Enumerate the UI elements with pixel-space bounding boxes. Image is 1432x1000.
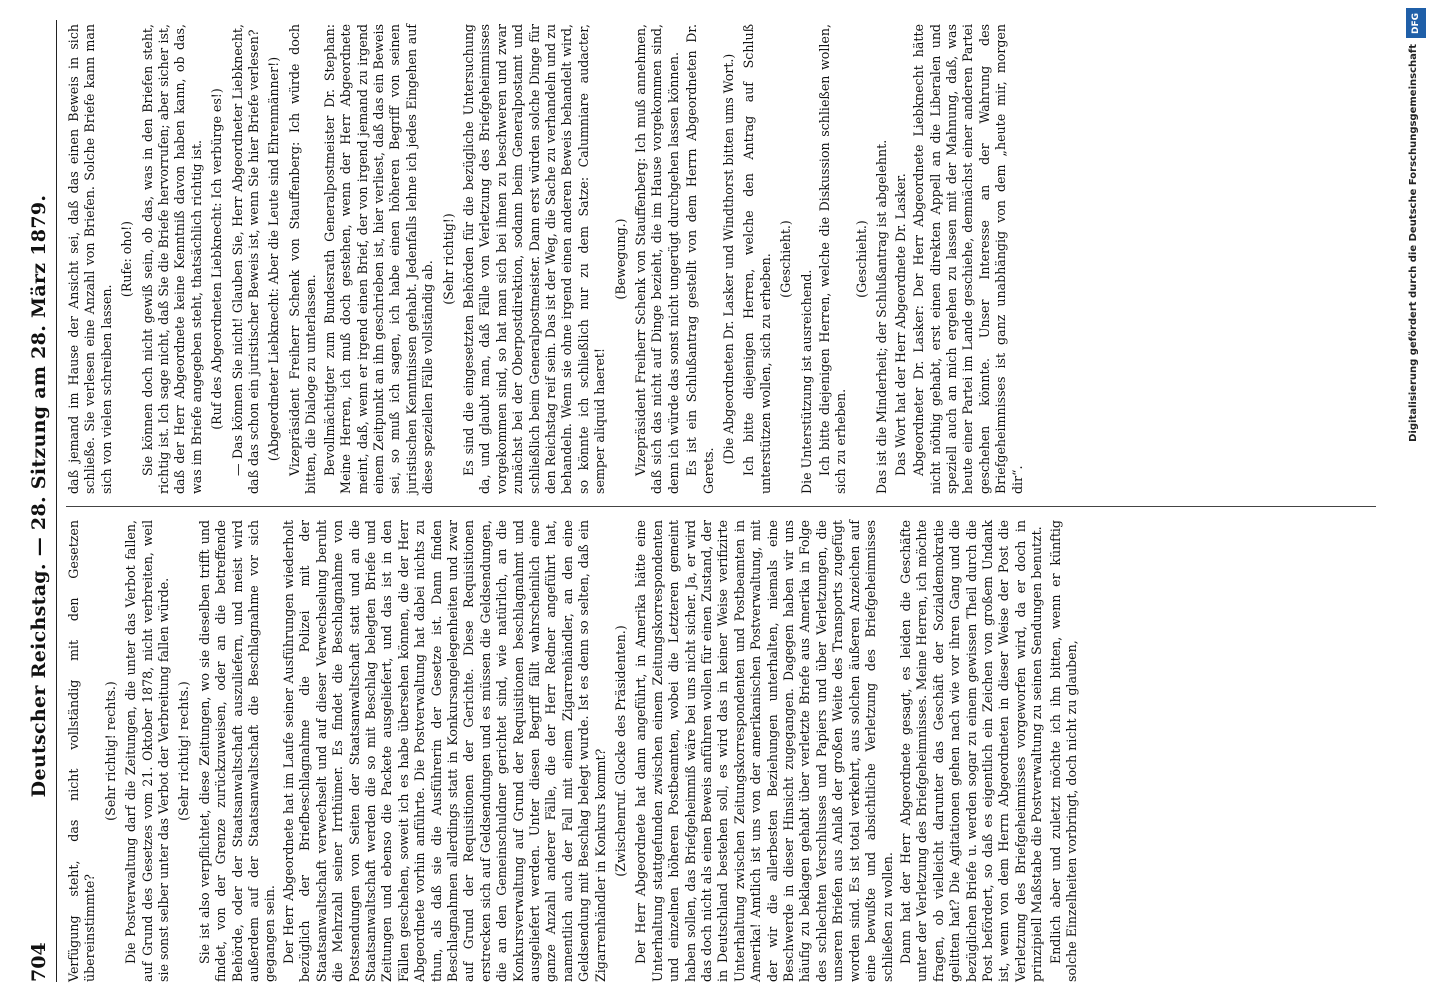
stage-direction: (Sehr richtig! rechts.) <box>176 681 192 821</box>
stage-direction: (Ruf des Abgeordneten Liebknecht: Ich verbürge es!) <box>209 88 225 430</box>
paragraph: Sie können doch nicht gewiß sein, ob das, was in den Briefen steht, richtig ist. Ich sage nicht, daß Sie die Briefe hervorrufen; aber sicher ist, daß der Herr Abgeordnete keine Kenntniß davon haben kann, ob das, was im Briefe angegeben steht, thatsächlich richtig ist. <box>139 24 204 494</box>
page-title: Deutscher Reichstag. — 28. Sitzung am 28. März 1879. <box>28 194 50 798</box>
paragraph: Es sind die eingesetzten Behörden für die bezügliche Untersuchung da, und glaubt man, daß Fälle von Verletzung des Briefgeheimnisses vorgekommen sind, so hat man sich bei ihnen zu beschweren und zwar zunächst bei der Oberpostdirektion, sodann beim Generalpostamt und schließlich beim Generalpostmeister. Dann erst würden solche Dinge für den Reichstag reif sein. Das ist der Weg, die Sache zu verhandeln und zu behandeln. Wenn sie ohne irgend einen anderen Beweis behandelt wird, so könnte ich schließlich nur zu dem Satze: Calumniare audacter, semper aliquid haeret! <box>460 24 608 494</box>
right-column <box>66 24 1380 494</box>
page-number: 704 <box>28 942 50 982</box>
paragraph: Vizepräsident Freiherr Schenk von Stauffenberg: Ich würde doch bitten, die Dialoge zu unterlassen. <box>286 24 319 494</box>
paragraph: Abgeordneter Dr. Lasker: Der Herr Abgeordnete Liebknecht hätte nicht nöthig gehabt, erst einen direkten Appell an die Liberalen und speziell auch an mich ergehen zu lassen mit der Mahnung, daß, was heute einer Partei im Lande geschiehe, demnächst einer anderen Partei geschehen könnte. Unser Interesse an der Wahrung des Briefgeheimnisses ist ganz unabhängig von dem „heute mir, morgen dir“. <box>911 24 1025 494</box>
paragraph: Verfügung steht, das nicht vollständig mit den Gesetzen übereinstimmte? <box>66 520 98 982</box>
paragraph: daß jemand im Hause der Ansicht sei, daß das einen Beweis in sich schließe. Sie verlesen eine Anzahl von Briefen. Solche Briefe kann man sich von vielen schreiben lassen. <box>66 24 114 494</box>
paragraph: Der Herr Abgeordnete hat dann angeführt, in Amerika hätte eine Unterhaltung stattgefunden zwischen einem Zeitungskorrespondenten und einzelnen höheren Postbeamten, wobei die Letzteren gemeint haben sollen, das Briefgeheimniß wäre bei uns nicht sicher. Ja, er wird das doch nicht als einen Beweis anführen wollen für einen Zustand, der in Deutschland bestehen soll, es wird das in keiner Weise verifizirte Unterhaltung zwischen Zeitungskorrespondenten und Postbeamten in Amerika! Amtlich ist uns von der amerikanischen Postverwaltung, mit der wir die allerbesten Beziehungen unterhalten, niemals eine Beschwerde in dieser Hinsicht zugegangen. Dagegen haben wir uns häufig zu beklagen gehabt über verletzte Briefe aus Amerika in Folge des schlechten Verschlusses und Papiers und über Verletzungen, die unseren Briefen aus Anlaß der großen Weite des Transports zugefügt worden sind. Es ist total verkehrt, aus solchen äußeren Anzeichen auf eine bewußte und absichtliche Verletzung des Briefgeheimnisses schließen zu wollen. <box>633 520 895 982</box>
paragraph: Endlich aber und zuletzt möchte ich ihn bitten, wenn er künftig solche Einzelheiten vorbringt, doch nicht zu glauben, <box>1047 520 1079 982</box>
stage-direction: (Sehr richtig!) <box>440 213 456 305</box>
paragraph: Das ist die Minderheit; der Schlußantrag ist abgelehnt. <box>874 139 890 494</box>
paragraph: Ich bitte diejenigen Herren, welche die Diskussion schließen wollen, sich zu erheben. <box>817 24 849 494</box>
paragraph: Die Postverwaltung darf die Zeitungen, die unter das Verbot fallen, auf Grund des Gesetzes vom 21. Oktober 1878, nicht verbreiten, weil sie sonst selber unter das Verbot der Verbreitung fallen würde. <box>123 520 172 982</box>
paragraph: Ich bitte diejenigen Herren, welche den Antrag auf Schluß unterstützen wollen, sich zu erheben. <box>741 24 773 494</box>
paragraph: Es ist ein Schlußantrag gestellt von dem Herrn Abgeordneten Dr. Gerets. <box>684 24 716 494</box>
stage-direction: (Abgeordneter Liebknecht: Aber die Leute sind Ehrenmänner!) <box>266 56 282 462</box>
paragraph: — Das können Sie nicht! Glauben Sie, Herr Abgeordneter Liebknecht, daß das schon ein juristischer Beweis ist, wenn Sie hier Briefe verlesen? <box>229 24 262 494</box>
stage-direction: (Geschieht.) <box>778 220 794 298</box>
stage-direction: (Geschieht.) <box>853 220 869 298</box>
stage-direction: (Die Abgeordneten Dr. Lasker und Windthorst bitten ums Wort.) <box>721 53 737 465</box>
stage-direction: (Sehr richtig! rechts.) <box>102 681 118 821</box>
dfg-watermark-text: Digitalisierung gefördert durch die Deutsche Forschungsgemeinschaft <box>1408 44 1419 442</box>
stage-direction: (Zwischenruf. Glocke des Präsidenten.) <box>613 625 628 877</box>
dfg-watermark <box>1404 0 1428 1000</box>
stage-direction: (Bewegung.) <box>612 218 628 300</box>
column-divider <box>66 506 1376 507</box>
page-header <box>22 20 57 982</box>
dfg-logo-icon: DFG <box>1406 8 1426 38</box>
paragraph: Dann hat der Herr Abgeordnete gesagt, es leiden die Geschäfte unter der Verletzung des Briefgeheimnisses. Meine Herren, ich möchte fragen, ob vielleicht darunter das Geschäft der Sozialdemokratie gelitten hat? Die Agitationen gehen nach wie vor ihren Gang und die bezüglichen Briefe u. werden sogar zu einem gewissen Theil durch die Post befördert, so daß es eigentlich ein Zeichen von großem Undank ist, wenn von dem Herrn Abgeordneten in dieser Weise der Post die Verletzung des Briefgeheimnisses vorgeworfen wird, da er doch in prinzipiell Maßstabe die Postverwaltung zu seinen Sendungen benutzt. <box>897 520 1045 982</box>
paragraph: Vizepräsident Freiherr Schenk von Stauffenberg: Ich muß annehmen, daß sich das nicht auf Dinge bezieht, die im Hause vorgekommen sind, denn ich würde das sonst nicht ungerügt durchgehen lassen können. <box>633 24 681 494</box>
paragraph: Das Wort hat der Herr Abgeordnete Dr. Lasker. <box>892 173 908 476</box>
left-column <box>66 520 1380 982</box>
paragraph: Der Herr Abgeordnete hat im Laufe seiner Ausführungen wiederholt bezüglich der Briefbeschlagnahme die Polizei mit der Staatsanwaltschaft verwechselt und auf dieser Verwechselung beruht die Mehrzahl seiner Irrthümer. Es findet die Beschlagnahme von Postsendungen von Seiten der Staatsanwaltschaft statt und an die Staatsanwaltschaft werden die so mit Beschlag belegten Briefe und Zeitungen und ebenso die Packete ausgeliefert, und das ist in den Fällen geschehen, soweit ich es habe übersehen können, die der Herr Abgeordnete vorhin anführte. Die Postverwaltung hat dabei nichts zu thun, als daß sie die Ausführerin der Gesetze ist. Dann finden Beschlagnahmen allerdings statt in Konkursangelegenheiten und zwar auf Grund der Requisitionen der Gerichte. Diese Requisitionen erstrecken sich auf Geldsendungen und es müssen die Geldsendungen, die an den Gemeinschuldner gerichtet sind, wie natürlich, an die Konkursverwaltung auf Grund der Requisitionen beschlagnahmt und ausgeliefert werden. Unter diesen Begriff fällt wahrscheinlich eine ganze Anzahl anderer Fälle, die der Herr Redner angeführt hat, namentlich auch der Fall mit einem Zigarrenhändler, an den eine Geldsendung mit Beschlag belegt wurde. Ist es denn so selten, daß ein Zigarrenhändler in Konkurs kommt? <box>280 520 608 982</box>
paragraph: Die Unterstützung ist ausreichend. <box>798 269 814 494</box>
stage-direction: (Rufe: oho!) <box>119 220 135 298</box>
paragraph: Bevollmächtigter zum Bundesrath Generalpostmeister Dr. Stephan: Meine Herren, ich muß doch gestehen, wenn der Herr Abgeordnete meint, daß, wenn er irgend einen Brief, der von irgend jemand zu irgend einem Zeitpunkt an ihn geschrieben ist, hier verliest, daß das ein Beweis sei, so muß ich sagen, ich habe einen höheren Begriff von seinen juristischen Kenntnissen gehabt. Jedenfalls lehne ich jedes Eingehen auf diese speziellen Fälle vollständig ab. <box>321 24 436 494</box>
paragraph: Sie ist also verpflichtet, diese Zeitungen, wo sie dieselben trifft und findet, von der Grenze zurückzuweisen, oder an die betreffende Behörde, oder der Staatsanwaltschaft auszuliefern, und meist wird außerdem auf der Staatsanwaltschaft die Beschlagnahme vor sich gegangen sein. <box>196 520 278 982</box>
